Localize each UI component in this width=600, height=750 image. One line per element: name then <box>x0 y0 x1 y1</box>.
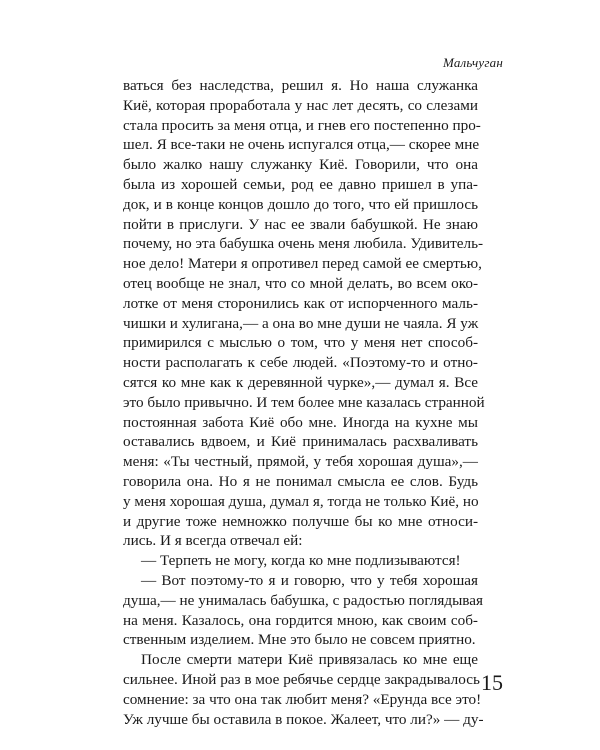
text-line: чишки и хулигана,— а она во мне души не чаяла. Я уж <box>123 314 479 332</box>
text-line: ности располагать к себе людей. «Поэтому-то и отно- <box>123 354 478 372</box>
text-line: Киё, которая проработала у нас лет десять, со слезами <box>123 96 478 114</box>
page-number: 15 <box>481 670 503 695</box>
text-line: душа,— не унималась бабушка, с радостью поглядывая <box>123 591 483 609</box>
text-line: было жалко нашу служанку Киё. Говорили, что она <box>123 156 478 174</box>
text-line: постоянная забота Киё обо мне. Иногда на кухне мы <box>123 413 478 431</box>
text-line: ственным изделием. Мне это было не совсем приятно. <box>123 631 476 649</box>
text-line: док, и в конце концов дошло до того, что ей пришлось <box>123 195 478 213</box>
text-line: на меня. Казалось, она гордится мною, как своим соб- <box>123 611 478 629</box>
text-line: примирился с мыслью о том, что у меня нет способ- <box>123 334 478 352</box>
text-line: После смерти матери Киё привязалась ко мне еще <box>141 651 478 669</box>
text-line: пойти в прислуги. У нас ее звали бабушкой. Не знаю <box>123 215 478 233</box>
text-line: шел. Я все-таки не очень испугался отца,— скорее мне <box>123 136 480 154</box>
text-line: сятся ко мне как к деревянной чурке»,— думал я. Все <box>123 373 478 391</box>
text-line: стала просить за меня отца, и гнев его постепенно про- <box>123 116 481 134</box>
text-line: у меня хорошая душа, думал я, тогда не только Киё, но <box>123 492 479 510</box>
running-head: Мальчуган <box>442 55 503 70</box>
text-line: и другие тоже немножко получше бы ко мне относи- <box>123 512 478 530</box>
text-line: Уж лучше бы оставила в покое. Жалеет, что ли?» — ду- <box>123 710 484 728</box>
text-line: лотке от меня сторонились как от испорченного маль- <box>123 294 478 312</box>
text-line: почему, но эта бабушка очень меня любила. Удивитель- <box>123 235 484 253</box>
text-line: — Вот поэтому-то я и говорю, что у тебя хорошая <box>141 571 478 589</box>
text-line: сильнее. Иной раз в мое ребячье сердце закрадывалось <box>123 670 480 688</box>
text-line: ное дело! Матери я опротивел перед самой ее смертью, <box>123 255 482 273</box>
text-line: меня: «Ты честный, прямой, у тебя хорошая душа»,— <box>123 453 478 471</box>
text-line: ваться без наследства, решил я. Но наша служанка <box>123 77 478 94</box>
body-text <box>123 76 485 729</box>
text-line: лись. И я всегда отвечал ей: <box>123 532 303 550</box>
text-line: говорила она. Но я не понимал смысла ее слов. Будь <box>123 472 478 490</box>
text-line: — Терпеть не могу, когда ко мне подлизываются! <box>141 552 461 570</box>
text-line: оставались вдвоем, и Киё принималась расхваливать <box>123 433 478 451</box>
text-line: была из хорошей семьи, род ее давно пришел в упа- <box>123 175 478 193</box>
text-line: сомнение: за что она так любит меня? «Ерунда все это! <box>123 690 482 708</box>
text-line: отец вообще не знал, что со мной делать, во всем око- <box>123 274 478 292</box>
text-line: это было привычно. И тем более мне казалась странной <box>123 393 485 411</box>
